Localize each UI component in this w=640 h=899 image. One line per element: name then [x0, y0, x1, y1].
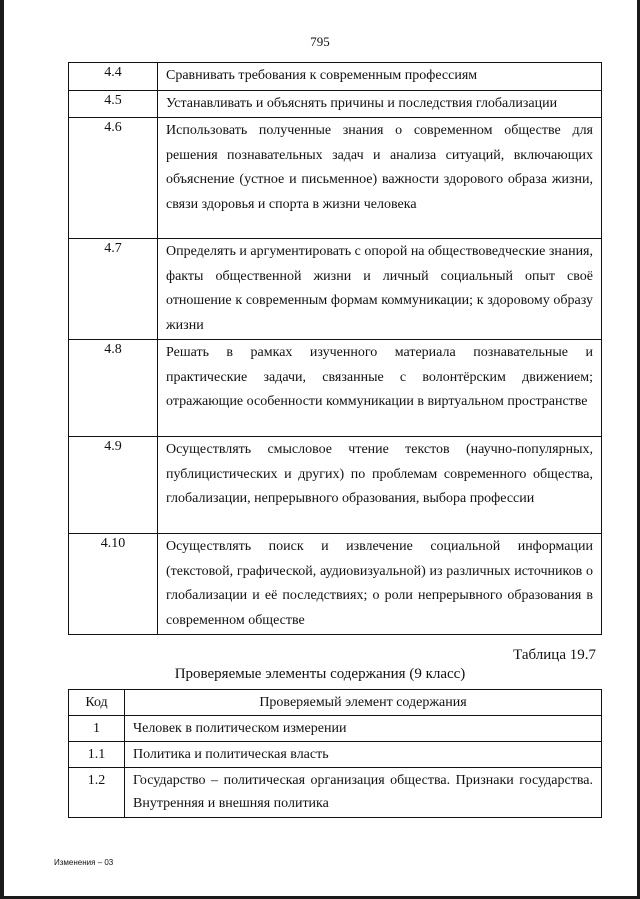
row-text: Политика и политическая власть — [125, 742, 602, 768]
page-number: 795 — [310, 34, 330, 49]
table-row — [69, 437, 602, 534]
row-code: 1 — [69, 716, 125, 742]
row-text: Использовать полученные знания о современном обществе для решения познавательных задач и анализа ситуаций, включающих объяснение (устное и письменное) важности здорового образа жизни, связи здоровья и спорта в жизни человека — [158, 118, 602, 239]
row-text: Определять и аргументировать с опорой на обществоведческие знания, факты общественной жизни и личный социальный опыт своё отношение к современным формам коммуникации; к здоровому образу жизни — [158, 239, 602, 340]
row-text: Государство – политическая организация общества. Признаки государства. Внутренняя и внешняя политика — [125, 768, 602, 818]
row-code: 4.10 — [69, 534, 158, 635]
row-code: 4.9 — [69, 437, 158, 534]
header-code: Код — [69, 690, 125, 716]
row-text: Сравнивать требования к современным профессиям — [158, 63, 602, 91]
scan-border-left — [0, 0, 4, 899]
row-code: 4.6 — [69, 118, 158, 239]
content-elements-table — [68, 689, 602, 818]
row-code: 4.5 — [69, 90, 158, 118]
table-row — [69, 90, 602, 118]
row-code: 1.1 — [69, 742, 125, 768]
table-row — [69, 742, 602, 768]
header-element: Проверяемый элемент содержания — [125, 690, 602, 716]
table-row — [69, 63, 602, 91]
row-code: 4.8 — [69, 340, 158, 437]
table-header-row — [69, 690, 602, 716]
row-code: 4.7 — [69, 239, 158, 340]
row-text: Человек в политическом измерении — [125, 716, 602, 742]
table-caption: Таблица 19.7 — [513, 647, 596, 663]
table-row — [69, 534, 602, 635]
row-text: Осуществлять поиск и извлечение социальной информации (текстовой, графической, аудиовизуальной) из различных источников о глобализации и её последствиях; о роли непрерывного образования в современном обществе — [158, 534, 602, 635]
skills-table — [68, 62, 602, 635]
table-title: Проверяемые элементы содержания (9 класс) — [174, 666, 466, 682]
table-row — [69, 716, 602, 742]
table-row — [69, 118, 602, 239]
row-code: 1.2 — [69, 768, 125, 818]
footer-note: Изменения – 03 — [54, 858, 114, 867]
row-text: Осуществлять смысловое чтение текстов (научно-популярных, публицистических и других) по проблемам современного общества, глобализации, непрерывного образования, выбора профессии — [158, 437, 602, 534]
row-text: Устанавливать и объяснять причины и последствия глобализации — [158, 90, 602, 118]
table-row — [69, 768, 602, 818]
row-text: Решать в рамках изученного материала познавательные и практические задачи, связанные с волонтёрским движением; отражающие особенности коммуникации в виртуальном пространстве — [158, 340, 602, 437]
table-row — [69, 239, 602, 340]
row-code: 4.4 — [69, 63, 158, 91]
table-row — [69, 340, 602, 437]
